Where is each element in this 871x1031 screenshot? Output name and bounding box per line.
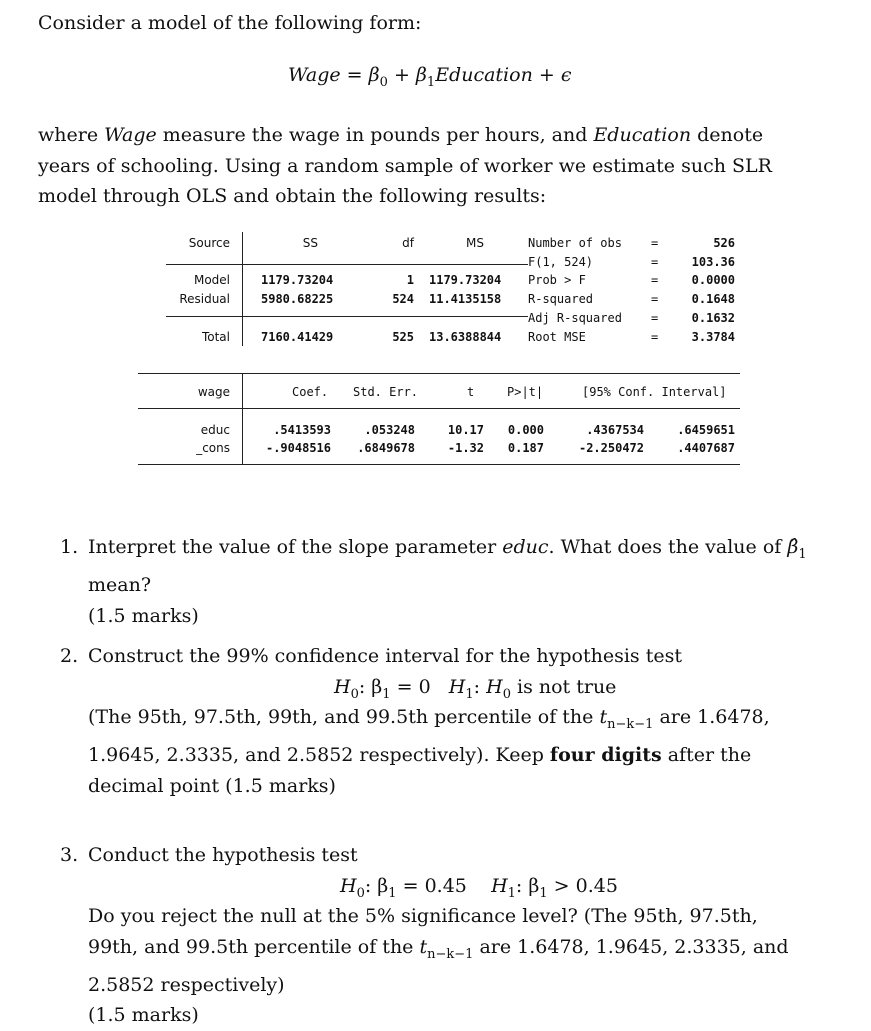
coef-header-t: t	[467, 385, 475, 399]
coef-row-ci-hi: .4407687	[677, 441, 735, 455]
stat-eq: =	[651, 330, 659, 344]
header-ms: MS	[466, 236, 484, 250]
stat-label-probf: Prob > F	[528, 273, 586, 287]
question-1-text: Interpret the value of the slope parameter educ. What does the value of $\betâ_1$ mean? (1.5 marks)	[88, 536, 807, 627]
stat-eq: =	[651, 236, 659, 250]
stat-value-rsq: 0.1648	[691, 292, 735, 306]
stat-value-nobs: 526	[713, 236, 735, 250]
coef-header-coef: Coef.	[292, 385, 329, 399]
question-2-text: (The 95th, 97.5th, 99th, and 99.5th percentile of the $t_{n-k-1}$ are 1.6478, 1.9645, 2.3335, and 2.5852 respectively). Keep four digits after the decimal point (1.5 marks)	[88, 706, 770, 797]
coef-row-ci-lo: .4367534	[586, 423, 644, 437]
question-2-intro: Construct the 99% confidence interval for the hypothesis test	[88, 645, 682, 667]
stat-eq: =	[651, 255, 659, 269]
question-3-text: Do you reject the null at the 5% significance level? (The 95th, 97.5th, 99th, and 99.5th percentile of the $t_{n-k-1}$ are 1.6478, 1.9645, 2.3335, and 2.5852 respectively) (1.5 marks)	[88, 905, 789, 1027]
coef-row-coef: .5413593	[273, 423, 331, 437]
model-equation: Wage = $\beta_0$ + $\beta_1Education + \epsilon$	[288, 64, 572, 90]
coef-header-se: Std. Err.	[353, 385, 419, 399]
coef-row-ci-hi: .6459651	[677, 423, 735, 437]
coef-row-se: .053248	[364, 423, 415, 437]
question-3-hypotheses: $H_0$: $\beta_1 = 0.45$ $H_1$: $\beta_1 > 0.45$	[340, 875, 618, 901]
coef-row-var: educ	[200, 423, 230, 437]
row-residual-ms: 11.4135158	[429, 292, 502, 306]
stat-eq: =	[651, 273, 659, 287]
stat-label-rmse: Root MSE	[528, 330, 586, 344]
header-df: df	[402, 236, 414, 250]
stat-label-f: F(1, 524)	[528, 255, 594, 269]
question-3-intro: Conduct the hypothesis test	[88, 844, 358, 866]
row-model-label: Model	[193, 273, 230, 287]
coef-row-var: _cons	[196, 441, 230, 455]
coef-row-coef: -.9048516	[265, 441, 331, 455]
question-2-number: 2.	[60, 645, 79, 667]
stat-label-adjrsq: Adj R-squared	[528, 311, 622, 325]
stat-label-nobs: Number of obs	[528, 236, 622, 250]
coef-row-t: 10.17	[447, 423, 484, 437]
stat-value-adjrsq: 0.1632	[691, 311, 735, 325]
stat-value-probf: 0.0000	[691, 273, 735, 287]
row-residual-label: Residual	[179, 292, 230, 306]
coef-row-t: -1.32	[447, 441, 484, 455]
stat-eq: =	[651, 292, 659, 306]
row-total-label: Total	[201, 330, 230, 344]
row-residual-df: 524	[392, 292, 414, 306]
coef-row-p: 0.187	[507, 441, 544, 455]
question-3-number: 3.	[60, 844, 79, 866]
where-paragraph: where Wage measure the wage in pounds per hours, and Education denote years of schooling. Using a random sample of worker we estimate such SLR model through OLS and obtain the following results:	[38, 124, 772, 207]
stat-value-rmse: 3.3784	[691, 330, 735, 344]
header-ss: SS	[302, 236, 318, 250]
coef-row-ci-lo: -2.250472	[578, 441, 644, 455]
stat-eq: =	[651, 311, 659, 325]
coef-row-p: 0.000	[507, 423, 544, 437]
header-source: Source	[188, 236, 230, 250]
question-1-number: 1.	[60, 536, 79, 558]
coef-row-se: .6849678	[357, 441, 415, 455]
row-residual-ss: 5980.68225	[261, 292, 334, 306]
coef-header-ci: [95% Conf. Interval]	[582, 385, 727, 399]
row-total-df: 525	[392, 330, 414, 344]
question-2-hypotheses: $H_0$: $\beta_1 = 0$ $H_1$: $H_0$ is not true	[334, 676, 617, 702]
row-model-ss: 1179.73204	[261, 273, 334, 287]
stat-value-f: 103.36	[691, 255, 735, 269]
row-total-ss: 7160.41429	[261, 330, 334, 344]
row-model-ms: 1179.73204	[429, 273, 502, 287]
coef-header-var: wage	[197, 385, 230, 399]
coef-header-p: P>|t|	[507, 385, 544, 399]
stat-label-rsq: R-squared	[528, 292, 594, 306]
intro-text: Consider a model of the following form:	[38, 12, 422, 34]
row-total-ms: 13.6388844	[429, 330, 502, 344]
row-model-df: 1	[406, 273, 414, 287]
